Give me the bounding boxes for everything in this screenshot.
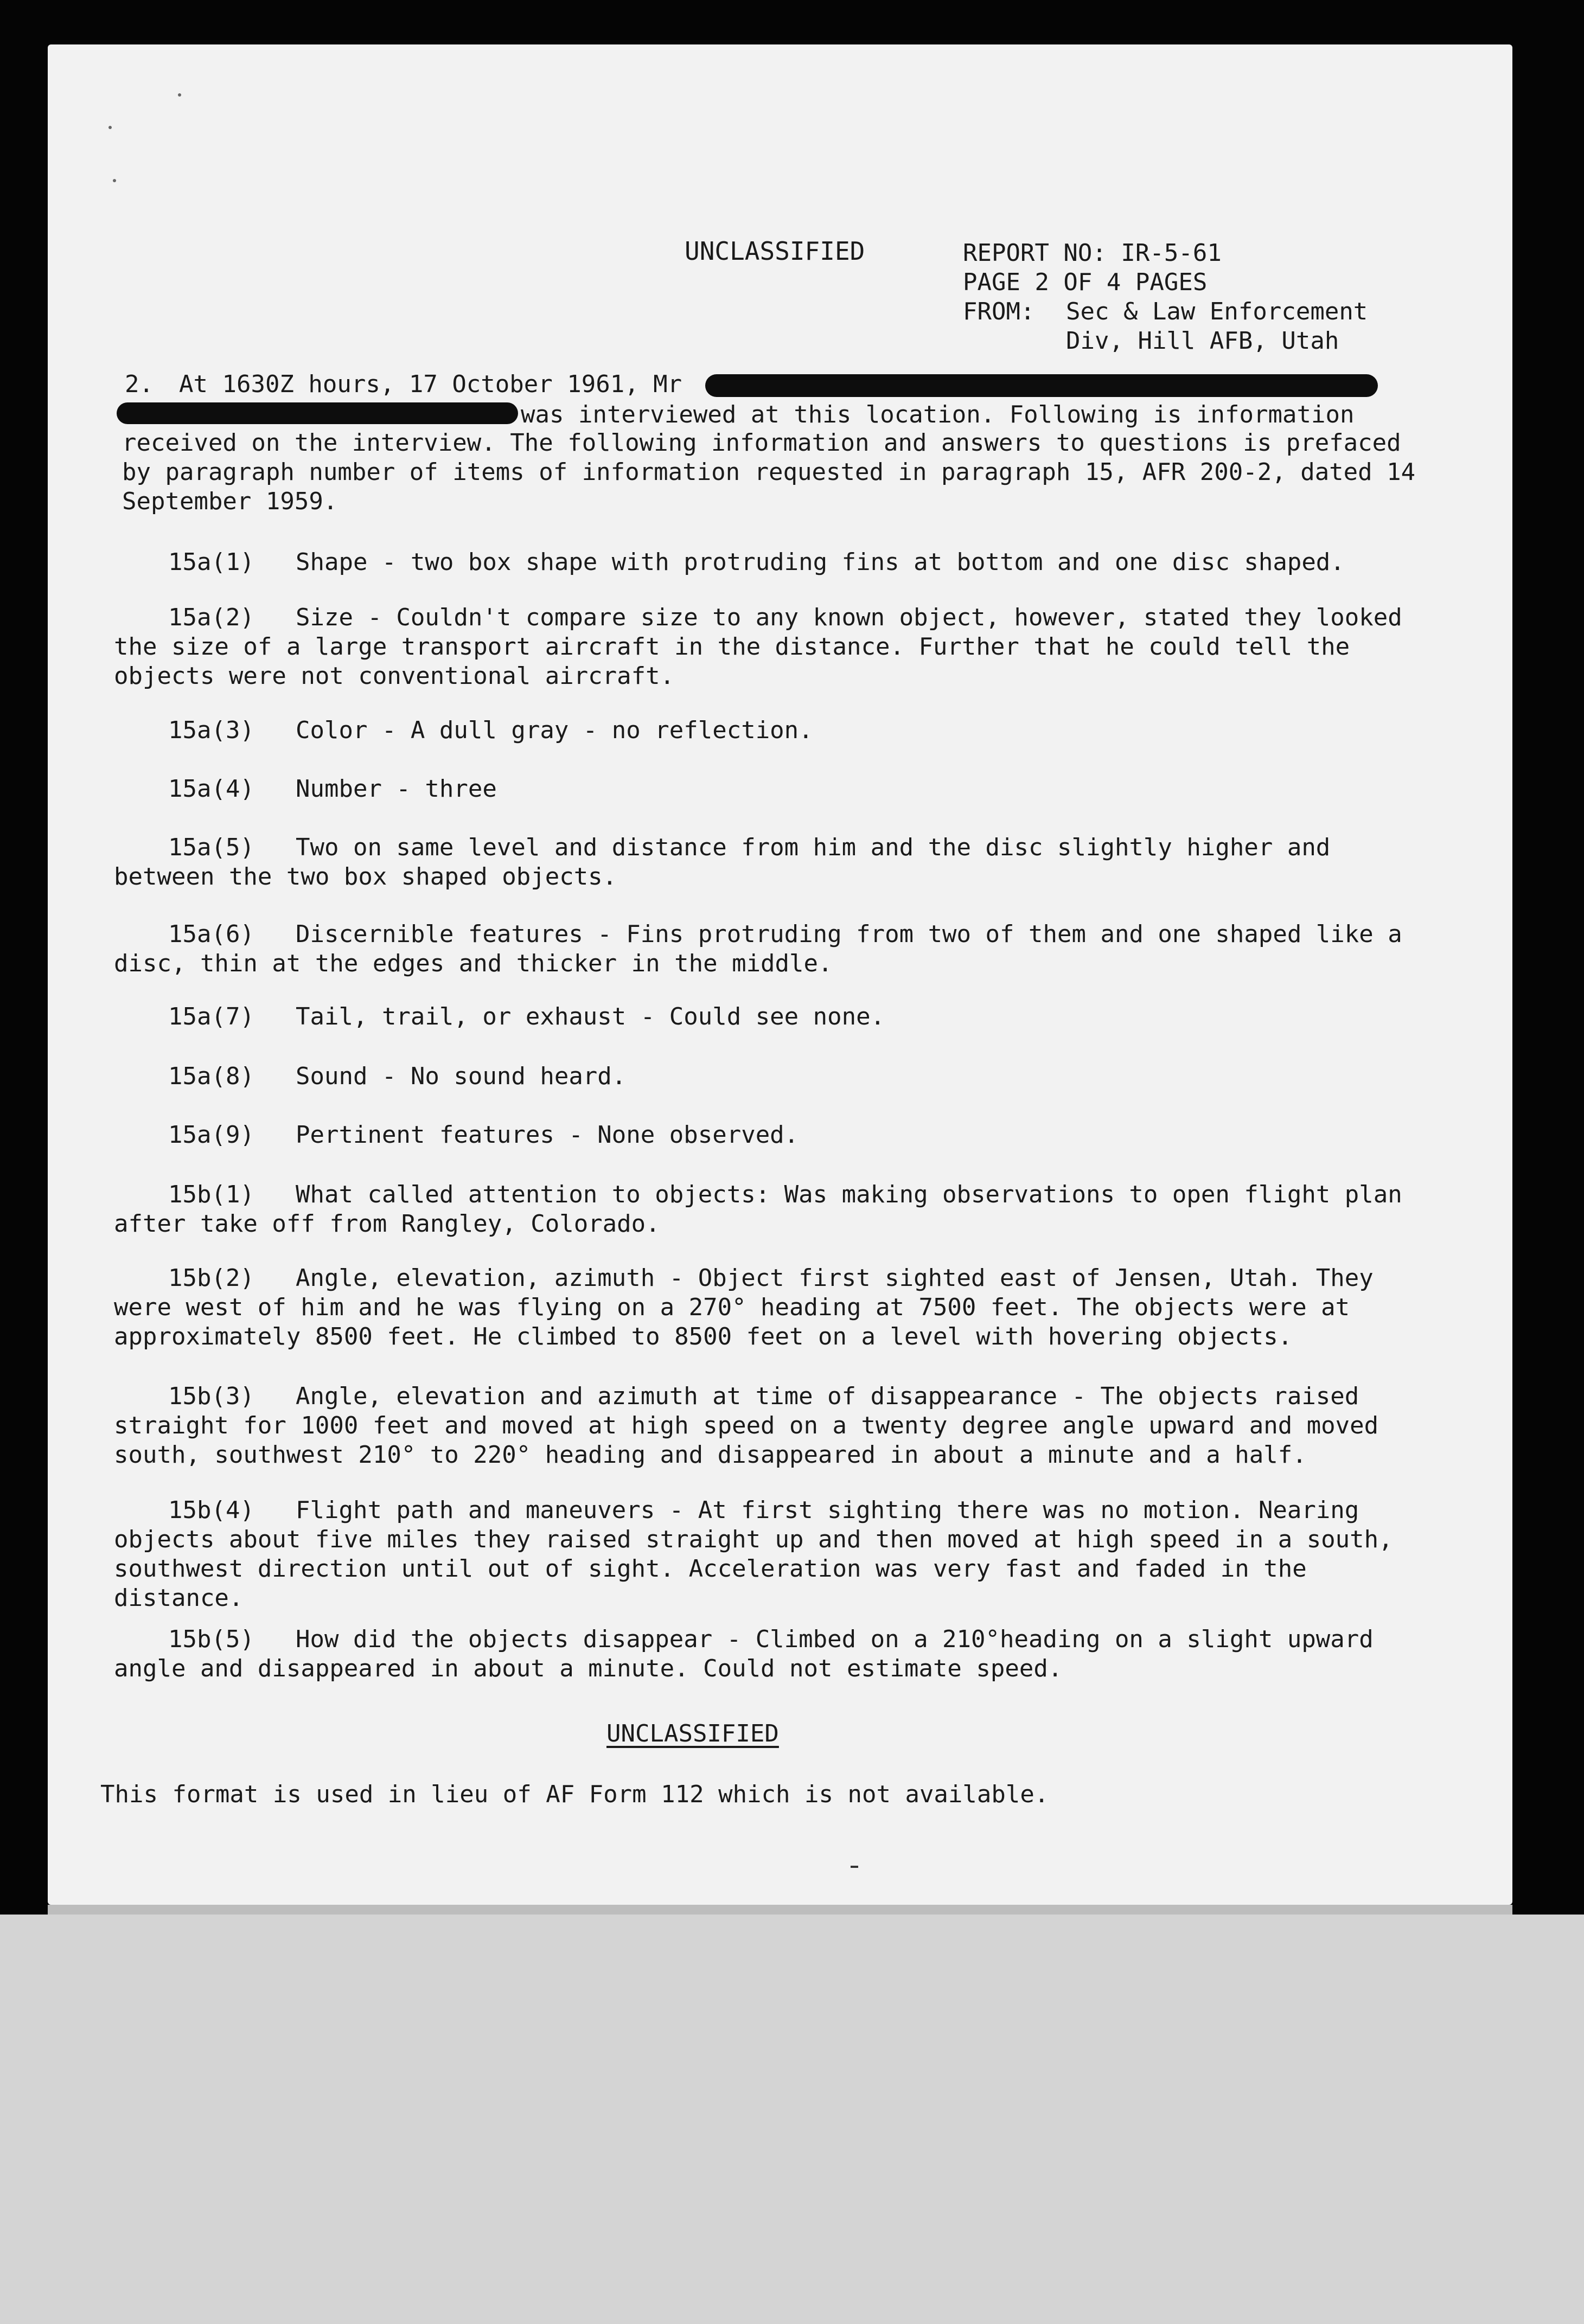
item-15a-5: [114, 833, 1432, 892]
from-value-1: Sec & Law Enforcement: [1066, 298, 1368, 325]
item-15b-2: [114, 1264, 1432, 1352]
item-15b-3: [114, 1382, 1432, 1470]
from-value-2: Div, Hill AFB, Utah: [1066, 327, 1339, 355]
from-line-1: [963, 297, 1368, 326]
item-number: 15a(4): [168, 775, 254, 803]
item-text: Discernible features - Fins protruding from two of them and one shaped like a disc, thin at the edges and thicker in the middle.: [114, 920, 1402, 977]
item-number: 15a(9): [168, 1121, 254, 1149]
item-number: 15a(3): [168, 716, 254, 744]
item-text: Shape - two box shape with protruding fins at bottom and one disc shaped.: [296, 548, 1345, 576]
item-15a-7: [114, 1002, 1432, 1032]
item-number: 15b(5): [168, 1625, 254, 1653]
item-15a-9: [114, 1121, 1432, 1150]
item-text: Color - A dull gray - no reflection.: [296, 716, 813, 744]
report-info-block: [963, 239, 1368, 356]
item-text: Angle, elevation and azimuth at time of disappearance - The objects raised straight for 1000 feet and moved at high speed on a twenty degree angle upward and moved south, southwest 210° to 220° heading and disappeared in about a minute and a half.: [114, 1382, 1379, 1469]
item-number: 15b(3): [168, 1382, 254, 1410]
footer-note: This format is used in lieu of AF Form 112 which is not available.: [100, 1781, 1049, 1808]
redaction-bar: [117, 402, 518, 424]
item-text: Sound - No sound heard.: [296, 1062, 627, 1090]
item-number: 15a(6): [168, 920, 254, 948]
header-classification: UNCLASSIFIED: [685, 236, 865, 266]
item-text: Tail, trail, or exhaust - Could see none.: [296, 1003, 885, 1030]
paragraph-number: 2.: [125, 370, 154, 398]
report-number: REPORT NO: IR-5-61: [963, 239, 1222, 267]
item-number: 15a(7): [168, 1003, 254, 1030]
item-15b-5: [114, 1625, 1432, 1683]
item-15a-8: [114, 1062, 1432, 1091]
item-15a-2: [114, 603, 1432, 691]
item-15b-4: [114, 1496, 1432, 1613]
item-15b-1: [114, 1180, 1432, 1239]
item-number: 15b(4): [168, 1496, 254, 1524]
item-15a-1: [114, 548, 1432, 577]
item-text: Two on same level and distance from him and the disc slightly higher and between the two box shaped objects.: [114, 834, 1331, 891]
item-15a-3: [114, 716, 1432, 745]
item-15a-4: [114, 774, 1432, 804]
from-label: FROM:: [963, 298, 1035, 325]
item-text: How did the objects disappear - Climbed on a 210°heading on a slight upward angle and disappeared in about a minute. Could not estimate speed.: [114, 1625, 1374, 1682]
item-15a-6: [114, 920, 1432, 978]
item-text: Size - Couldn't compare size to any known object, however, stated they looked the size of a large transport aircraft in the distance. Further that he could tell the objects were not conventional aircraft.: [114, 604, 1402, 690]
redaction-bar: [705, 374, 1378, 397]
intro-text: received on the interview. The following information and answers to questions is prefaced by paragraph number of items of information requested in paragraph 15, AFR 200-2, dated 14 September 1959.: [122, 429, 1416, 515]
item-text: Number - three: [296, 775, 497, 803]
item-number: 15b(2): [168, 1264, 254, 1292]
from-line-2: [963, 326, 1368, 356]
footer-classification: UNCLASSIFIED: [606, 1720, 779, 1747]
item-text: What called attention to objects: Was making observations to open flight plan after take off from Rangley, Colorado.: [114, 1181, 1402, 1238]
item-text: Pertinent features - None observed.: [296, 1121, 799, 1149]
item-text: Angle, elevation, azimuth - Object first sighted east of Jensen, Utah. They were west of him and he was flying on a 270° heading at 7500 feet. The objects were at approximately 8500 feet. He climbed to 8500 feet on a level with hovering objects.: [114, 1264, 1374, 1350]
item-number: 15a(5): [168, 834, 254, 861]
item-number: 15a(1): [168, 548, 254, 576]
item-number: 15b(1): [168, 1181, 254, 1208]
page-mark: [851, 1866, 858, 1868]
item-number: 15a(8): [168, 1062, 254, 1090]
intro-text-line: was interviewed at this location. Following is information: [521, 401, 1355, 428]
intro-lead-text: At 1630Z hours, 17 October 1961, Mr: [179, 370, 682, 398]
item-number: 15a(2): [168, 604, 254, 631]
item-text: Flight path and maneuvers - At first sighting there was no motion. Nearing objects about five miles they raised straight up and then moved at high speed in a south, southwest direction until out of sight. Acceleration was very fast and faded in the distance.: [114, 1496, 1393, 1612]
page-count: PAGE 2 OF 4 PAGES: [963, 268, 1208, 296]
